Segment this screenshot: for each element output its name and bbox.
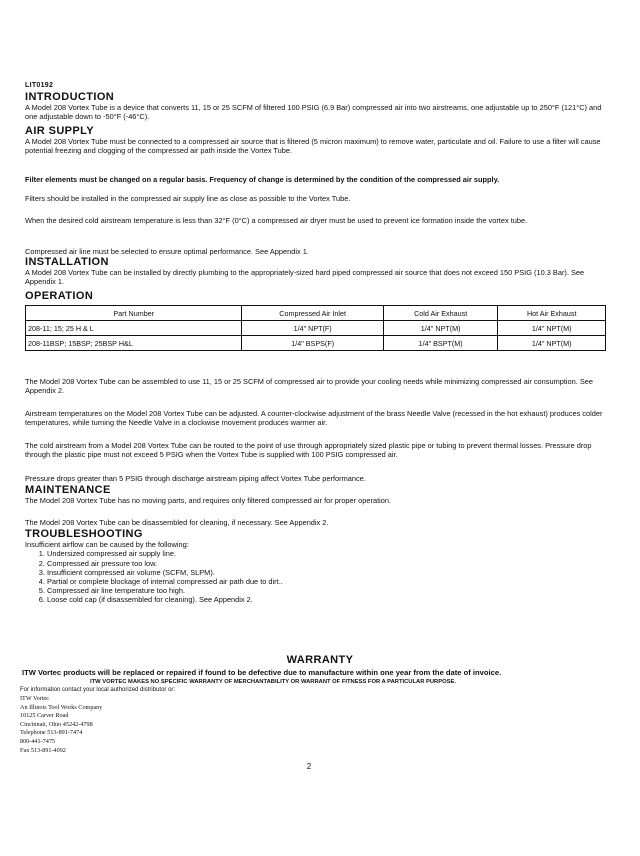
troubleshooting-list [25, 549, 610, 604]
table-header-cell: Hot Air Exhaust [498, 306, 606, 321]
maintenance-heading: MAINTENANCE [25, 484, 111, 496]
company-address [20, 695, 102, 755]
operation-section [25, 290, 610, 302]
operation-heading: OPERATION [25, 290, 94, 302]
table-header-cell: Cold Air Exhaust [383, 306, 498, 321]
troubleshooting-section [25, 528, 610, 605]
list-item: 3. Insufficient compressed air volume (SCFM, SLPM). [47, 568, 610, 577]
address-line: 800-441-7475 [20, 737, 56, 745]
air-supply-text-5: Compressed air line must be selected to ensure optimal performance. See Appendix 1. [25, 247, 309, 256]
fittings-table [25, 305, 606, 351]
list-item: 4. Partial or complete blockage of internal compressed air path due to dirt.. [47, 577, 610, 586]
table-cell: 1/4" BSPS(F) [242, 336, 383, 351]
operation-text-3: The cold airstream from a Model 208 Vortex Tube can be routed to the point of use through appropriately sized plastic pipe or tubing to prevent thermal losses. Pressure drop through the plastic pipe must not exceed 5 PSIG when the Vortex Tube is supplied with 100 PSIG compressed air. [25, 441, 592, 460]
air-supply-text-1: A Model 208 Vortex Tube must be connected to a compressed air source that is filtered (5 micron maximum) to remove water, particulate and oil. Failure to use a filter will cause potential freezing and clogging of the compressed air path inside the Vortex Tube. [25, 137, 601, 156]
intro-text: A Model 208 Vortex Tube is a device that converts 11, 15 or 25 SCFM of filtered 100 PSIG (6.9 Bar) compressed air into two airstreams, one adjustable up to 250°F (121°C) and one adjustable down to -50°F (-46°C). [25, 103, 602, 122]
address-line: Fax 513-891-4092 [20, 746, 66, 754]
warranty-disclaimer: ITW VORTEC MAKES NO SPECIFIC WARRANTY OF MERCHANTABILITY OR WARRANT OF FITNESS FOR A PARTICULAR PURPOSE. [90, 679, 456, 685]
installation-section [25, 256, 610, 287]
warranty-heading: WARRANTY [286, 654, 354, 666]
warranty-contact-line: For information contact your local authorized distributor or: [20, 687, 176, 693]
table-cell: 1/4" NPT(M) [498, 336, 606, 351]
document-id: LIT0192 [25, 82, 54, 89]
table-cell: 1/4" NPT(F) [242, 321, 383, 336]
maintenance-section [25, 484, 610, 505]
table-header-cell: Compressed Air Inlet [242, 306, 383, 321]
table-cell: 1/4" NPT(M) [498, 321, 606, 336]
list-item: 2. Compressed air pressure too low. [47, 559, 610, 568]
operation-text-4: Pressure drops greater than 5 PSIG through discharge airstream piping affect Vortex Tube performance. [25, 474, 366, 483]
address-line: Telephone 513-891-7474 [20, 729, 83, 737]
table-cell: 1/4" BSPT(M) [383, 336, 498, 351]
operation-text-1: The Model 208 Vortex Tube can be assembled to use 11, 15 or 25 SCFM of compressed air to provide your cooling needs while minimizing compressed air consumption. See Appendix 2. [25, 377, 594, 396]
warranty-statement: ITW Vortec products will be replaced or repaired if found to be defective due to manufacture within one year from the date of invoice. [22, 668, 502, 677]
table-row [26, 336, 606, 351]
intro-section [25, 91, 610, 122]
list-item: 6. Loose cold cap (if disassembled for cleaning). See Appendix 2. [47, 595, 610, 604]
intro-heading: INTRODUCTION [25, 91, 115, 103]
air-supply-section [25, 125, 610, 156]
maintenance-text-2: The Model 208 Vortex Tube can be disassembled for cleaning, if necessary. See Appendix 2. [25, 518, 329, 527]
address-line: ITW Vortec [20, 695, 50, 702]
installation-text: A Model 208 Vortex Tube can be installed by directly plumbing to the appropriately-sized hard piped compressed air source that does not exceed 150 PSIG (10.3 Bar). See Appendix 1. [25, 268, 585, 287]
air-supply-text-3: Filters should be installed in the compressed air supply line as close as possible to the Vortex Tube. [25, 194, 351, 203]
maintenance-text-1: The Model 208 Vortex Tube has no moving parts, and requires only filtered compressed air for proper operation. [25, 496, 392, 505]
troubleshooting-heading: TROUBLESHOOTING [25, 528, 143, 540]
list-item: 1. Undersized compressed air supply line. [47, 549, 610, 558]
troubleshooting-intro: Insufficient airflow can be caused by the following: [25, 540, 189, 549]
address-line: An Illinois Tool Works Company [20, 703, 103, 711]
air-supply-heading: AIR SUPPLY [25, 125, 95, 137]
address-line: Cincinnati, Ohio 45242-4798 [20, 720, 93, 728]
table-cell: 208-11; 15; 25 H & L [26, 321, 242, 336]
address-line: 10125 Carver Road [20, 712, 69, 720]
air-supply-text-2: Filter elements must be changed on a regular basis. Frequency of change is determined by the condition of the compressed air supply. [25, 175, 500, 184]
page-number: 2 [306, 762, 312, 771]
air-supply-text-4: When the desired cold airstream temperature is less than 32°F (0°C) a compressed air dryer must be used to prevent ice formation inside the vortex tube. [25, 216, 528, 225]
table-header-cell: Part Number [26, 306, 242, 321]
installation-heading: INSTALLATION [25, 256, 109, 268]
table-cell: 1/4" NPT(M) [383, 321, 498, 336]
operation-text-2: Airstream temperatures on the Model 208 Vortex Tube can be adjusted. A counter-clockwise adjustment of the brass Needle Valve (recessed in the hot exhaust) produces colder temperatures, while turning the Needle Valve in a clockwise movement produces warmer air. [25, 409, 603, 428]
list-item: 5. Compressed air line temperature too high. [47, 586, 610, 595]
table-header-row [26, 306, 606, 321]
table-cell: 208-11BSP; 15BSP; 25BSP H&L [26, 336, 242, 351]
table-row [26, 321, 606, 336]
